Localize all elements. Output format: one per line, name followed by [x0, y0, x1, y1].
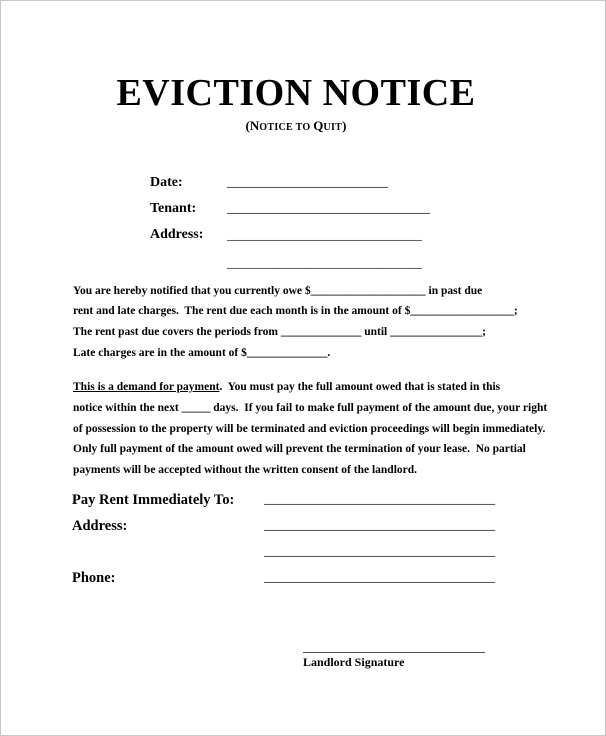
payment-address-label: Address:: [72, 518, 128, 534]
subtitle-q: Q: [313, 118, 324, 133]
demand-line-2: notice within the next _____ days. If you fail to make full payment of the amount due, your right: [73, 402, 548, 414]
date-field[interactable]: _______________________: [227, 175, 388, 190]
notice-line-2: rent and late charges. The rent due each month is in the amount of $__________________;: [73, 305, 518, 317]
pay-rent-label: Pay Rent Immediately To:: [72, 492, 235, 508]
phone-field[interactable]: _________________________________: [264, 570, 495, 585]
payment-address-field-2[interactable]: _________________________________: [264, 544, 495, 559]
demand-line-5: payments will be accepted without the written consent of the landlord.: [73, 464, 418, 476]
address-label: Address:: [150, 227, 204, 242]
tenant-label: Tenant:: [150, 201, 197, 216]
subtitle-close: ): [342, 118, 347, 133]
demand-line-4: Only full payment of the amount owed will prevent the termination of your lease. No partial: [73, 443, 526, 455]
subtitle-open: (N: [245, 118, 260, 133]
subtitle-smallcaps-2: UIT: [323, 122, 343, 133]
phone-label: Phone:: [72, 570, 116, 586]
notice-line-4: Late charges are in the amount of $______________.: [73, 347, 331, 359]
page-title: EVICTION NOTICE: [116, 72, 476, 114]
demand-line-3: of possession to the property will be terminated and eviction proceedings will begin immediately.: [73, 423, 546, 435]
subtitle-smallcaps-1: OTICE TO: [259, 122, 314, 133]
pay-rent-field[interactable]: _________________________________: [264, 492, 495, 507]
notice-line-3: The rent past due covers the periods from ______________ until ________________;: [73, 326, 486, 338]
landlord-signature-label: Landlord Signature: [303, 655, 405, 669]
demand-line-1: [73, 380, 500, 394]
payment-address-field-1[interactable]: _________________________________: [264, 518, 495, 533]
date-label: Date:: [150, 175, 183, 190]
signature-line[interactable]: [303, 652, 485, 653]
address-field-2[interactable]: ______________________________: [227, 255, 422, 270]
demand-line-1-rest: . You must pay the full amount owed that is stated in this: [219, 381, 501, 393]
demand-lead: This is a demand for payment: [73, 381, 220, 393]
tenant-field[interactable]: _____________________________: [227, 201, 430, 216]
address-field-1[interactable]: ______________________________: [227, 227, 422, 242]
page-subtitle: [1, 118, 591, 134]
notice-line-1: You are hereby notified that you currently owe $____________________ in past due: [73, 285, 483, 297]
